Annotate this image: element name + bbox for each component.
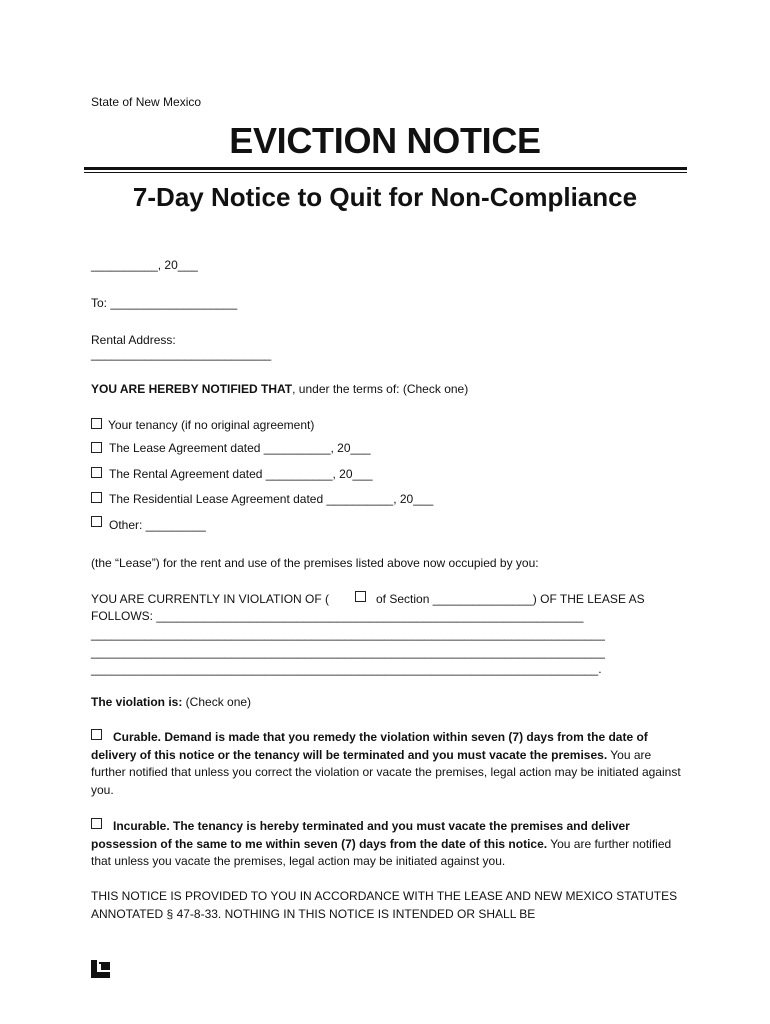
option-label-other: Other: _________ xyxy=(109,518,206,532)
incurable-bold: Incurable. The tenancy is hereby terminated and you must vacate the premises and deliver possession of the same to me within seven (7) days from the date of this notice. xyxy=(91,819,630,851)
option-checkbox-tenancy[interactable] xyxy=(91,418,102,429)
closing-paragraph: THIS NOTICE IS PROVIDED TO YOU IN ACCORDANCE WITH THE LEASE AND NEW MEXICO STATUTES ANNOTATED § 47-8-33. NOTHING IN THIS NOTICE IS INTENDED OR SHALL BE xyxy=(91,889,678,921)
violation-line-4[interactable]: ____________________________________________________________________________. xyxy=(91,662,602,676)
violation-checkbox[interactable] xyxy=(355,591,366,602)
violation-section[interactable]: of Section _______________) OF THE LEASE AS xyxy=(376,592,645,606)
option-label-residential-lease: The Residential Lease Agreement dated __________, 20___ xyxy=(109,492,434,506)
notified-line xyxy=(91,381,468,398)
option-checkbox-other[interactable] xyxy=(91,516,102,527)
title-divider-thin xyxy=(84,172,687,173)
option-label-rental-agreement: The Rental Agreement dated __________, 20___ xyxy=(109,467,373,481)
option-checkbox-rental-agreement[interactable] xyxy=(91,467,102,478)
notified-bold: YOU ARE HEREBY NOTIFIED THAT xyxy=(91,382,293,396)
curable-rest: You are further notified that unless you correct the violation or vacate the premises, legal action may be initiated against you. xyxy=(91,747,681,797)
incurable-paragraph xyxy=(91,818,687,871)
document-title: EVICTION NOTICE xyxy=(229,120,541,161)
document-subtitle: 7-Day Notice to Quit for Non-Compliance xyxy=(132,182,638,212)
violation-line-2[interactable]: _____________________________________________________________________________ xyxy=(91,627,605,641)
title-divider-thick xyxy=(84,167,687,170)
violation-prefix: YOU ARE CURRENTLY IN VIOLATION OF ( xyxy=(91,592,330,606)
violation-is-line xyxy=(91,694,251,711)
curable-paragraph xyxy=(91,729,687,799)
date-field[interactable]: __________, 20___ xyxy=(91,258,198,272)
option-checkbox-residential-lease[interactable] xyxy=(91,492,102,503)
violation-line-3[interactable]: _____________________________________________________________________________ xyxy=(91,645,605,659)
lease-definition-line: (the “Lease”) for the rent and use of the premises listed above now occupied by you: xyxy=(91,556,539,570)
notified-rest: , under the terms of: (Check one) xyxy=(292,382,469,396)
curable-bold: Curable. Demand is made that you remedy the violation within seven (7) days from the date of delivery of this notice or the tenancy will be terminated and you must vacate the premises. xyxy=(91,730,648,762)
option-label-lease-agreement: The Lease Agreement dated __________, 20___ xyxy=(109,441,371,455)
incurable-rest: You are further notified that unless you vacate the premises, legal action may be initiated against you. xyxy=(91,836,672,868)
document-logo-icon xyxy=(91,960,111,978)
state-label: State of New Mexico xyxy=(91,95,202,109)
violation-follows-line[interactable]: FOLLOWS: ________________________________________________________________ xyxy=(91,609,584,623)
option-checkbox-lease-agreement[interactable] xyxy=(91,442,102,453)
to-field[interactable]: To: ___________________ xyxy=(91,296,238,310)
violation-is-bold: The violation is: xyxy=(91,695,183,709)
violation-is-rest: (Check one) xyxy=(182,695,252,709)
rental-address-label: Rental Address: xyxy=(91,333,176,347)
rental-address-field[interactable]: ___________________________ xyxy=(91,347,272,361)
option-label-tenancy: Your tenancy (if no original agreement) xyxy=(108,418,315,432)
